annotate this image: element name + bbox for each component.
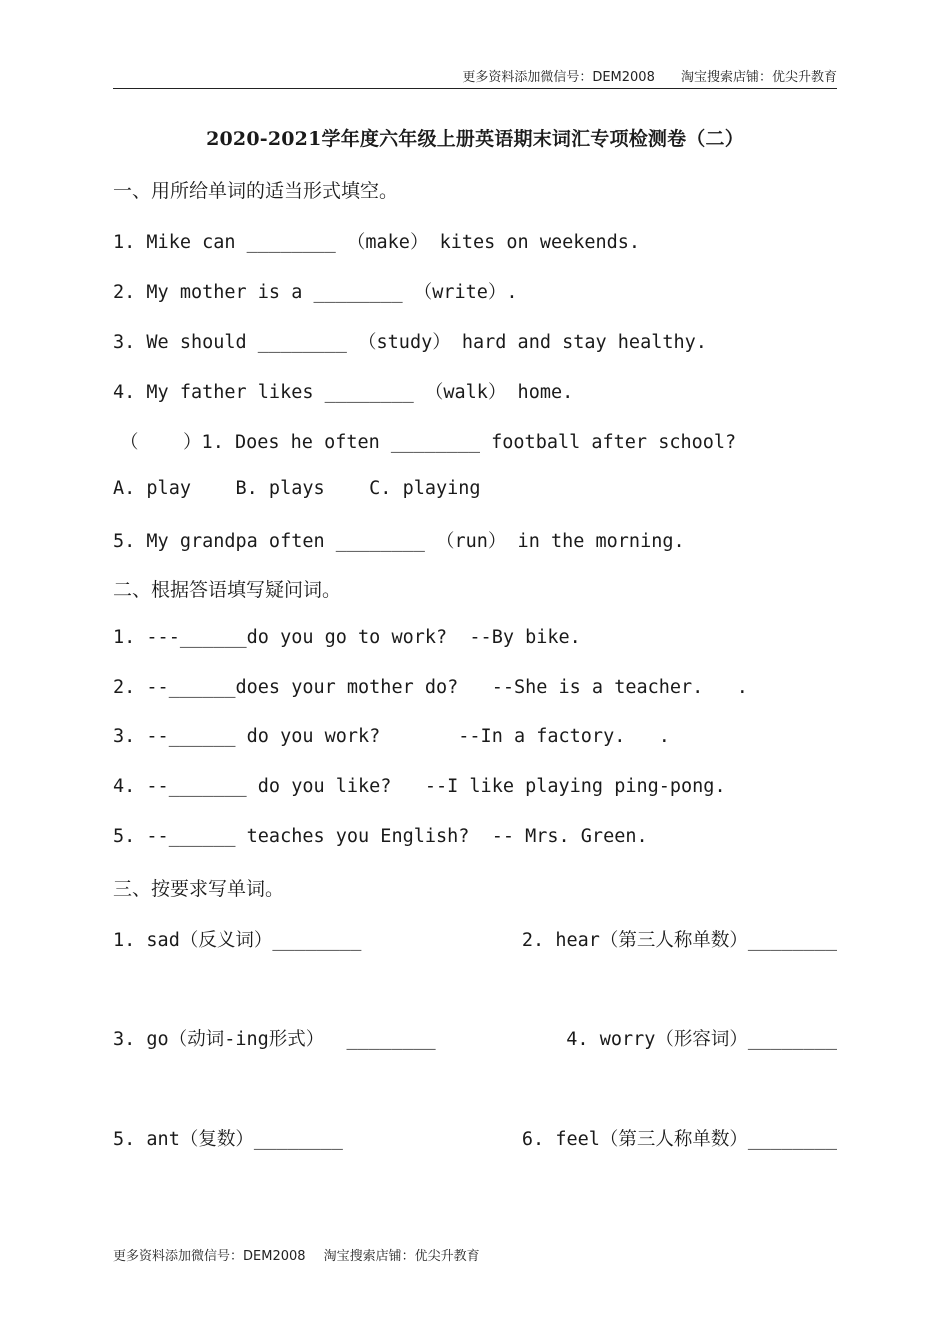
section3-item-right: 6. feel（第三人称单数）________ [521,1129,837,1150]
page-footer [113,1245,494,1264]
section3-heading: 三、按要求写单词。 [113,878,285,900]
section1-item: 5. My grandpa often ________ （run） in the morning. [113,531,685,552]
header-shop: 淘宝搜索店铺：优尖升教育 [680,70,837,85]
footer-wechat: 更多资料添加微信号：DEM2008 [113,1249,306,1264]
section1-item: 1. Mike can ________ （make） kites on weekends. [113,232,641,253]
section1-item: （ ）1. Does he often ________ football after school? [120,432,737,453]
section3-item-right: 2. hear（第三人称单数）________ [521,930,837,951]
section2-item: 5. --______ teaches you English? -- Mrs. Green. [113,826,648,847]
footer-shop: 淘宝搜索店铺：优尖升教育 [323,1249,480,1264]
header-wechat: 更多资料添加微信号：DEM2008 [462,70,655,85]
section2-item: 3. --______ do you work? --In a factory. . [113,726,670,747]
section2-heading: 二、根据答语填写疑问词。 [113,579,342,601]
section2-item: 4. --_______ do you like? --I like playing ping-pong. [113,776,726,797]
page-header [113,66,837,89]
section1-item: 3. We should ________ （study） hard and stay healthy. [113,332,707,353]
section3-item-left: 1. sad（反义词）________ [113,930,362,951]
page-title: 2020-2021学年度六年级上册英语期末词汇专项检测卷（二） [206,128,744,150]
section3-item-right: 4. worry（形容词）________ [566,1029,837,1050]
section1-item: A. play B. plays C. playing [113,478,481,499]
section3-item-left: 5. ant（复数）________ [113,1129,343,1150]
section1-item: 2. My mother is a ________ （write）. [113,282,518,303]
section2-item: 2. --______does your mother do? --She is a teacher. . [113,677,748,698]
section1-item: 4. My father likes ________ （walk） home. [113,382,574,403]
section2-item: 1. ---______do you go to work? --By bike. [113,627,581,648]
section3-item-left: 3. go（动词-ing形式） ________ [113,1029,436,1050]
section1-heading: 一、用所给单词的适当形式填空。 [113,180,399,202]
